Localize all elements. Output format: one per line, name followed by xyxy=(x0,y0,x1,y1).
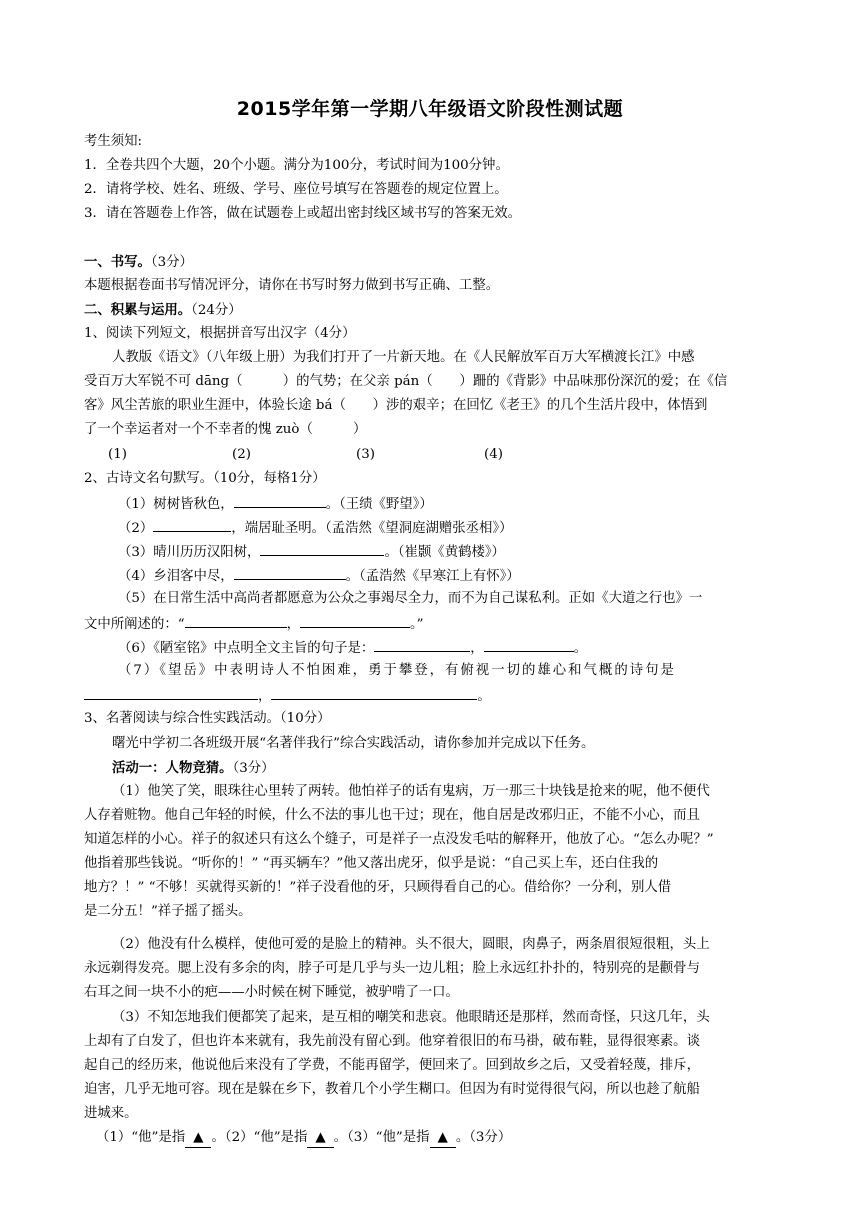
notice-item: 1．全卷共四个大题，20个小题。满分为100分，考试时间为100分钟。 xyxy=(84,158,509,173)
prompt-text: （3）晴川历历汉阳树， xyxy=(118,545,261,560)
reading-line: 进城来。 xyxy=(84,1106,138,1121)
answer-blank[interactable] xyxy=(234,566,346,580)
poem-fill-line xyxy=(118,566,776,586)
answer-blank[interactable] xyxy=(260,542,384,556)
question-2-heading: 2、古诗文名句默写。（10分，每格1分） xyxy=(84,471,326,486)
answer-label: (3) xyxy=(356,447,375,462)
prompt-text: （6）《陋室铭》中点明全文主旨的句子是： xyxy=(118,641,375,656)
answer-label: (4) xyxy=(484,447,503,462)
notice-item: 3．请在答题卷上作答，做在试题卷上或超出密封线区域书写的答案无效。 xyxy=(84,206,522,221)
prompt-text: 。（3）“他”是指 xyxy=(333,1130,430,1145)
section-one-heading xyxy=(84,253,776,272)
poem-fill-line xyxy=(118,638,776,658)
answer-label: (2) xyxy=(232,447,251,462)
question-3-heading: 3、名著阅读与综合性实践活动。（10分） xyxy=(84,711,331,726)
separator-text: 。” xyxy=(409,617,424,632)
reading-line: （2）他没有什么模样，使他可爱的是脸上的精神。头不很大，圆眼，肉鼻子，两条眉很短很粗，头上 xyxy=(112,937,710,952)
passage-line: 受百万大军锐不可 dāng（ ）的气势；在父亲 pán（ ）跚的《背影》中品味那份深沉的爱；在《信 xyxy=(84,374,728,389)
source-text: 。（王绩《野望》） xyxy=(325,497,433,512)
answer-label: (1) xyxy=(108,447,127,462)
answer-blank[interactable] xyxy=(374,638,470,652)
section-title: 二、积累与运用。 xyxy=(84,302,192,318)
answer-blank[interactable] xyxy=(271,686,477,700)
reading-line: 迫害，几乎无地可容。现在是躲在乡下，教着几个小学生糊口。但因为有时觉得很气闷，所以也趁了航船 xyxy=(84,1082,700,1097)
activity-heading xyxy=(112,759,776,778)
reading-line: 永远剃得发亮。腮上没有多余的肉，脖子可是几乎与头一边儿粗；脸上永远红扑扑的，特别亮的是颧骨与 xyxy=(84,961,700,976)
answer-blank[interactable] xyxy=(484,638,574,652)
prompt-text: 文中所阐述的：“ xyxy=(84,617,185,632)
reading-line: 人存着赃物。他自己年轻的时候，什么不法的事儿也干过；现在，他自居是改邪归正，不能不小心，而且 xyxy=(84,808,700,823)
reading-line: 上却有了白发了，但也许本来就有，我先前没有留心到。他穿着很旧的布马褂，破布鞋，显得很寒素。谈 xyxy=(84,1034,700,1049)
passage-line: 了一个幸运者对一个不幸者的愧 zuò（ ） xyxy=(84,422,367,437)
passage-line: 客》风尘苦旅的职业生涯中，体验长途 bá（ ）涉的艰辛；在回忆《老王》的几个生活片段中，体悟到 xyxy=(84,398,708,413)
poem-fill-line xyxy=(118,518,776,538)
reading-line: 起自己的经历来，他说他后来没有了学费，不能再留学，便回来了。回到故乡之后，又受着轻蔑，排斥， xyxy=(84,1058,700,1073)
source-text: ，端居耻圣明。（孟浩然《望洞庭湖赠张丞相》） xyxy=(231,521,513,536)
notice-item: 2．请将学校、姓名、班级、学号、座位号填写在答题卷的规定位置上。 xyxy=(84,182,508,197)
passage-line: 人教版《语文》（八年级上册）为我们打开了一片新天地。在《人民解放军百万大军横渡长江》中感 xyxy=(112,350,695,365)
poem-fill-line: （5）在日常生活中高尚者都愿意为公众之事竭尽全力，而不为自己谋私利。正如《大道之行也》一 xyxy=(118,591,703,606)
poem-fill-line: （7）《望岳》中表明诗人不怕困难，勇于攀登，有俯视一切的雄心和气概的诗句是 xyxy=(118,663,676,678)
separator-text: 。 xyxy=(477,689,491,704)
section-score: （24分） xyxy=(191,303,242,318)
reading-line: 是二分五！”祥子摇了摇头。 xyxy=(84,904,252,919)
poem-fill-line xyxy=(84,614,776,634)
answer-blank[interactable]: ▲ xyxy=(307,1129,333,1148)
activity-score: （3分） xyxy=(232,761,275,776)
reading-line: 知道怎样的小心。祥子的叙述只有这么个缝子，可是祥子一点没发毛咕的解释开，他放了心。“怎么办呢？” xyxy=(84,832,714,847)
activity-title: 活动一：人物竞猜。 xyxy=(112,760,233,776)
separator-text: ， xyxy=(470,641,484,656)
prompt-text: 。（3分） xyxy=(455,1130,512,1145)
section-score: （3分） xyxy=(150,255,193,270)
reading-line: （3）不知怎地我们便都笑了起来，是互相的嘲笑和悲哀。他眼睛还是那样，然而奇怪，只这几年，头 xyxy=(112,1010,710,1025)
answer-blank[interactable] xyxy=(185,614,287,628)
prompt-text: （4）乡泪客中尽， xyxy=(118,569,234,584)
reading-line: 地方？！” “不够！买就得买新的！”祥子没看他的牙，只顾得看自己的心。借给你？一分利，别人借 xyxy=(84,880,672,895)
poem-fill-line xyxy=(118,494,776,514)
question-1-heading: 1、阅读下列短文，根据拼音写出汉字（4分） xyxy=(84,326,356,341)
prompt-text: （1）树树皆秋色， xyxy=(118,497,234,512)
separator-text: 。 xyxy=(573,641,588,656)
activity-intro: 曙光中学初二各班级开展“名著伴我行”综合实践活动，请你参加并完成以下任务。 xyxy=(112,736,595,751)
reading-line: 右耳之间一块不小的疤——小时候在树下睡觉，被驴啃了一口。 xyxy=(84,985,459,1000)
reading-line: 他指着那些钱说。“听你的！” “再买辆车？”他又落出虎牙，似乎是说：“自己买上车，还白住我的 xyxy=(84,856,659,871)
separator-text: ， xyxy=(286,617,300,632)
prompt-text: 。（2）“他”是指 xyxy=(211,1130,308,1145)
source-text: 。（崔颢《黄鹤楼》） xyxy=(384,545,505,560)
page-title: 2015学年第一学期八年级语文阶段性测试题 xyxy=(236,98,624,120)
notice-heading: 考生须知: xyxy=(84,134,143,149)
answer-blank[interactable] xyxy=(234,494,326,508)
reading-line: （1）他笑了笑，眼珠往心里转了两转。他怕祥子的话有鬼病，万一那三十块钱是抢来的呢，他不便代 xyxy=(112,784,710,799)
section-two-heading xyxy=(84,301,776,320)
section-title: 一、书写。 xyxy=(84,254,151,270)
poem-fill-line xyxy=(118,542,776,562)
prompt-text: （1）“他”是指 xyxy=(96,1130,186,1145)
answer-blank[interactable]: ▲ xyxy=(430,1129,456,1148)
section-one-text: 本题根据卷面书写情况评分，请你在书写时努力做到书写正确、工整。 xyxy=(84,278,500,293)
separator-text: ， xyxy=(258,689,272,704)
answer-blank[interactable]: ▲ xyxy=(185,1129,211,1148)
answer-line xyxy=(96,1129,788,1148)
answer-blank[interactable] xyxy=(84,686,258,700)
source-text: 。（孟浩然《早寒江上有怀》） xyxy=(345,569,520,584)
answer-blank[interactable] xyxy=(300,614,410,628)
prompt-text: （2） xyxy=(118,521,154,536)
poem-fill-line xyxy=(84,686,776,706)
answer-blank[interactable] xyxy=(153,518,231,532)
